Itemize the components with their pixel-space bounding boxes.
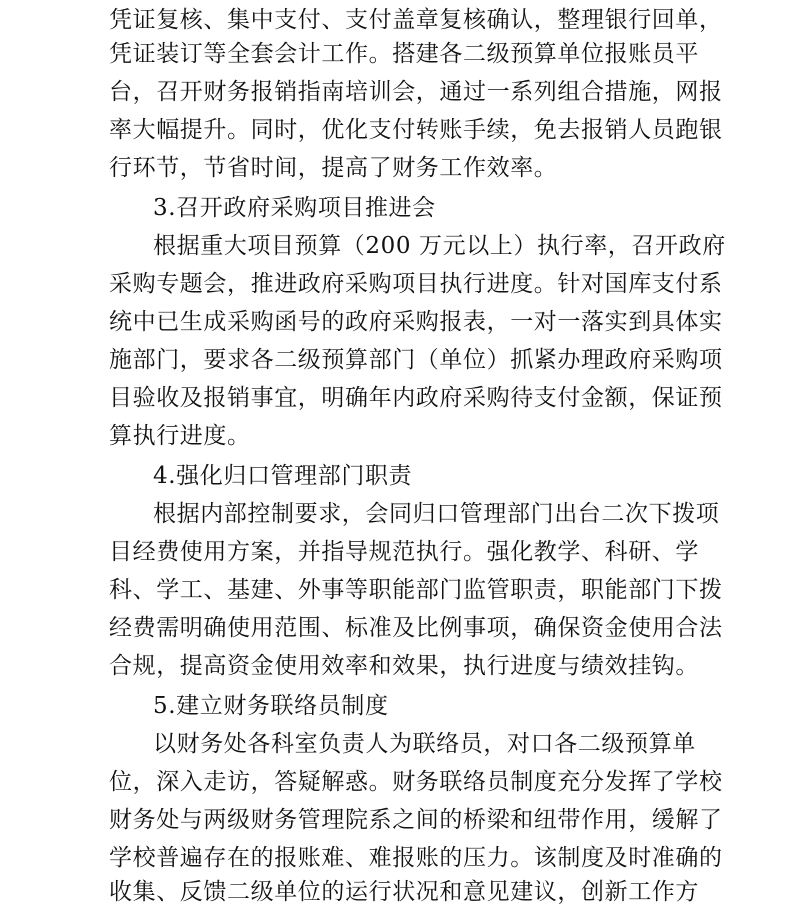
paragraph-line: 科、学工、基建、外事等职能部门监管职责，职能部门下拨 <box>109 577 723 603</box>
paragraph-line: 率大幅提升。同时，优化支付转账手续，免去报销人员跑银 <box>109 117 723 143</box>
paragraph-line: 根据重大项目预算（200 万元以上）执行率，召开政府 <box>153 233 726 259</box>
paragraph-line: 采购专题会，推进政府采购项目执行进度。针对国库支付系 <box>109 271 723 297</box>
paragraph-line: 收集、反馈二级单位的运行状况和意见建议，创新工作方 <box>109 879 699 905</box>
paragraph-line: 经费需明确使用范围、标准及比例事项，确保资金使用合法 <box>109 615 723 641</box>
paragraph-line: 位，深入走访，答疑解惑。财务联络员制度充分发挥了学校 <box>109 769 723 795</box>
paragraph-line: 学校普遍存在的报账难、难报账的压力。该制度及时准确的 <box>109 845 723 871</box>
paragraph-line: 凭证装订等全套会计工作。搭建各二级预算单位报账员平 <box>109 41 699 67</box>
section-heading: 5.建立财务联络员制度 <box>153 693 389 719</box>
paragraph-line: 合规，提高资金使用效率和效果，执行进度与绩效挂钩。 <box>109 653 699 679</box>
paragraph-line: 目验收及报销事宜，明确年内政府采购待支付金额，保证预 <box>109 385 723 411</box>
paragraph-line: 统中已生成采购函号的政府采购报表，一对一落实到具体实 <box>109 309 723 335</box>
paragraph-line: 以财务处各科室负责人为联络员，对口各二级预算单 <box>153 731 696 757</box>
paragraph-line: 目经费使用方案，并指导规范执行。强化教学、科研、学 <box>109 539 699 565</box>
paragraph-line: 根据内部控制要求，会同归口管理部门出台二次下拨项 <box>153 501 720 527</box>
paragraph-line: 财务处与两级财务管理院系之间的桥梁和纽带作用，缓解了 <box>109 807 723 833</box>
section-heading: 4.强化归口管理部门职责 <box>153 463 413 489</box>
paragraph-line: 台，召开财务报销指南培训会，通过一系列组合措施，网报 <box>109 79 723 105</box>
paragraph-line: 凭证复核、集中支付、支付盖章复核确认，整理银行回单， <box>109 7 723 33</box>
paragraph-line: 行环节，节省时间，提高了财务工作效率。 <box>109 155 558 181</box>
section-heading: 3.召开政府采购项目推进会 <box>153 195 436 221</box>
paragraph-line: 施部门，要求各二级预算部门（单位）抓紧办理政府采购项 <box>109 347 723 373</box>
paragraph-line: 算执行进度。 <box>109 423 251 449</box>
